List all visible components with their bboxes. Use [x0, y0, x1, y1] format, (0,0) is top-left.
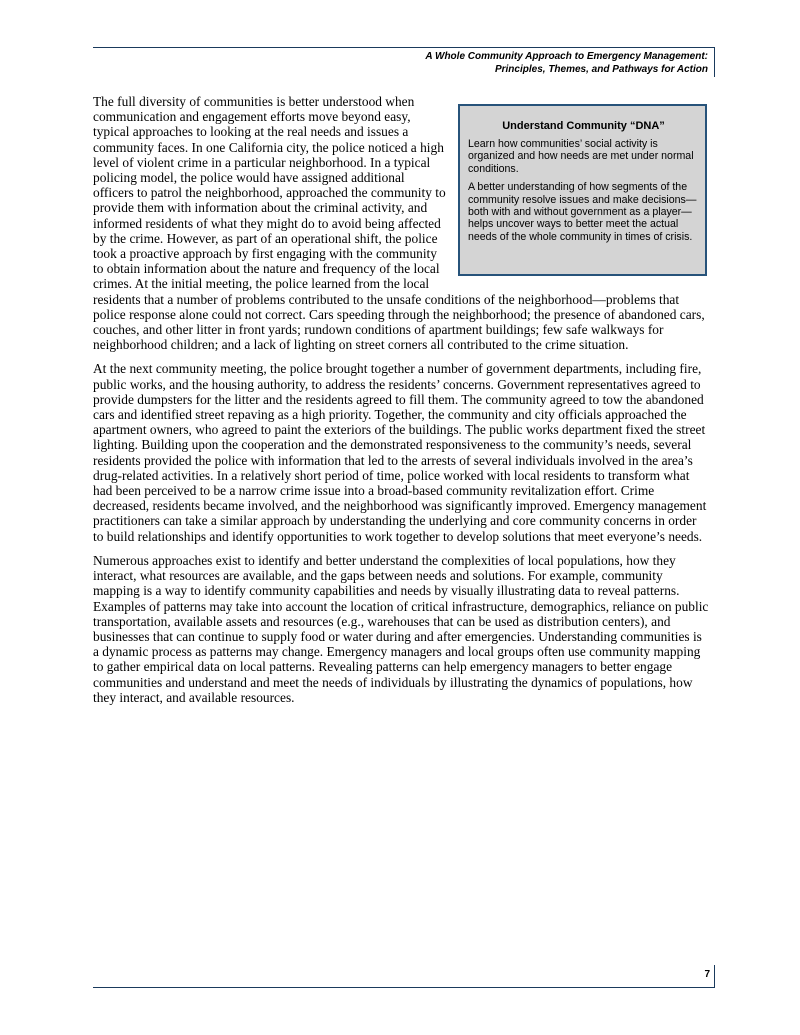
body-paragraph-2: At the next community meeting, the police brought together a number of government departments, including fire, public works, and the housing authority, to address the residents’ concerns. Government representatives agreed to provide dumpsters for the litter and the residents agreed to fill them. The community agreed to tow the abandoned cars and identified street repaving as a high priority. Together, the community and city officials approached the apartment owners, who agreed to paint the exteriors of the buildings. The public works department fixed the street lighting. Building upon the cooperation and the demonstrated responsiveness to the community’s needs, several residents provided the police with information that led to the arrests of several individuals involved in the area’s drug-related activities. In a relatively short period of time, police worked with local residents to transform what had been perceived to be a narrow crime issue into a broad-based community revitalization effort. Crime decreased, residents became involved, and the neighborhood was significantly improved. Emergency management practitioners can take a similar approach by understanding the underlying and core community concerns in order to build relationships and identify opportunities to work together to develop solutions that meet everyone’s needs. — [93, 361, 707, 544]
header-rule — [93, 47, 715, 48]
sidebar-callout — [458, 104, 707, 276]
body-text — [93, 94, 710, 714]
sidebar-paragraph-2: A better understanding of how segments of the community resolve issues and make decisions—both with and without government as a player—helps uncover ways to better meet the actual needs of the whole community in times of crisis. — [468, 181, 697, 243]
footer-rule — [93, 987, 715, 988]
body-paragraph-1: The full diversity of communities is better understood when communication and engagement efforts move beyond easy, typical approaches to looking at the real needs and issues a community faces. In one California city, the police noticed a high level of violent crime in a particular neighborhood. In a typical policing model, the police would have assigned additional officers to patrol the neighborhood, approached the community to provide them with information about the criminal activity, and informed residents of what they might do to avoid being affected by the crime. However, as part of an operational shift, the police took a proactive approach by first engaging with the community to obtain information about the nature and frequency of the local crimes. At the initial meeting, the police learned from the local residents that a number of problems contributed to the unsafe conditions of the neighborhood—problems that police response alone could not correct. Cars speeding through the neighborhood; the presence of abandoned cars, couches, and other litter in front yards; rundown conditions of apartment buildings; few safe walkways for neighborhood children; and a lack of lighting on street corners all contributed to the crime situation. — [93, 94, 705, 353]
running-header-line1: A Whole Community Approach to Emergency Management: — [425, 51, 708, 62]
footer-rule-tick — [714, 965, 715, 987]
sidebar-paragraph-1: Learn how communities’ social activity is organized and how needs are met under normal conditions. — [468, 138, 694, 175]
page-number: 7 — [704, 969, 710, 980]
sidebar-title: Understand Community “DNA” — [502, 120, 665, 132]
header-rule-tick — [714, 47, 715, 77]
body-paragraph-3: Numerous approaches exist to identify and better understand the complexities of local populations, how they interact, what resources are available, and the gaps between needs and solutions. For example, community mapping is a way to identify community capabilities and needs by visually illustrating data to reveal patterns. Examples of patterns may take into account the location of critical infrastructure, demographics, reliance on public transportation, available assets and resources (e.g., warehouses that can be used as distribution centers), and businesses that can continue to supply food or water during and after emergencies. Understanding communities is a dynamic process as patterns may change. Emergency managers and local groups often use community mapping to gather empirical data on local patterns. Revealing patterns can help emergency managers to better engage communities and understand and meet the needs of individuals by illustrating the dynamics of populations, how they interact, and available resources. — [93, 552, 709, 705]
running-header — [425, 50, 708, 76]
running-header-line2: Principles, Themes, and Pathways for Action — [494, 64, 708, 75]
